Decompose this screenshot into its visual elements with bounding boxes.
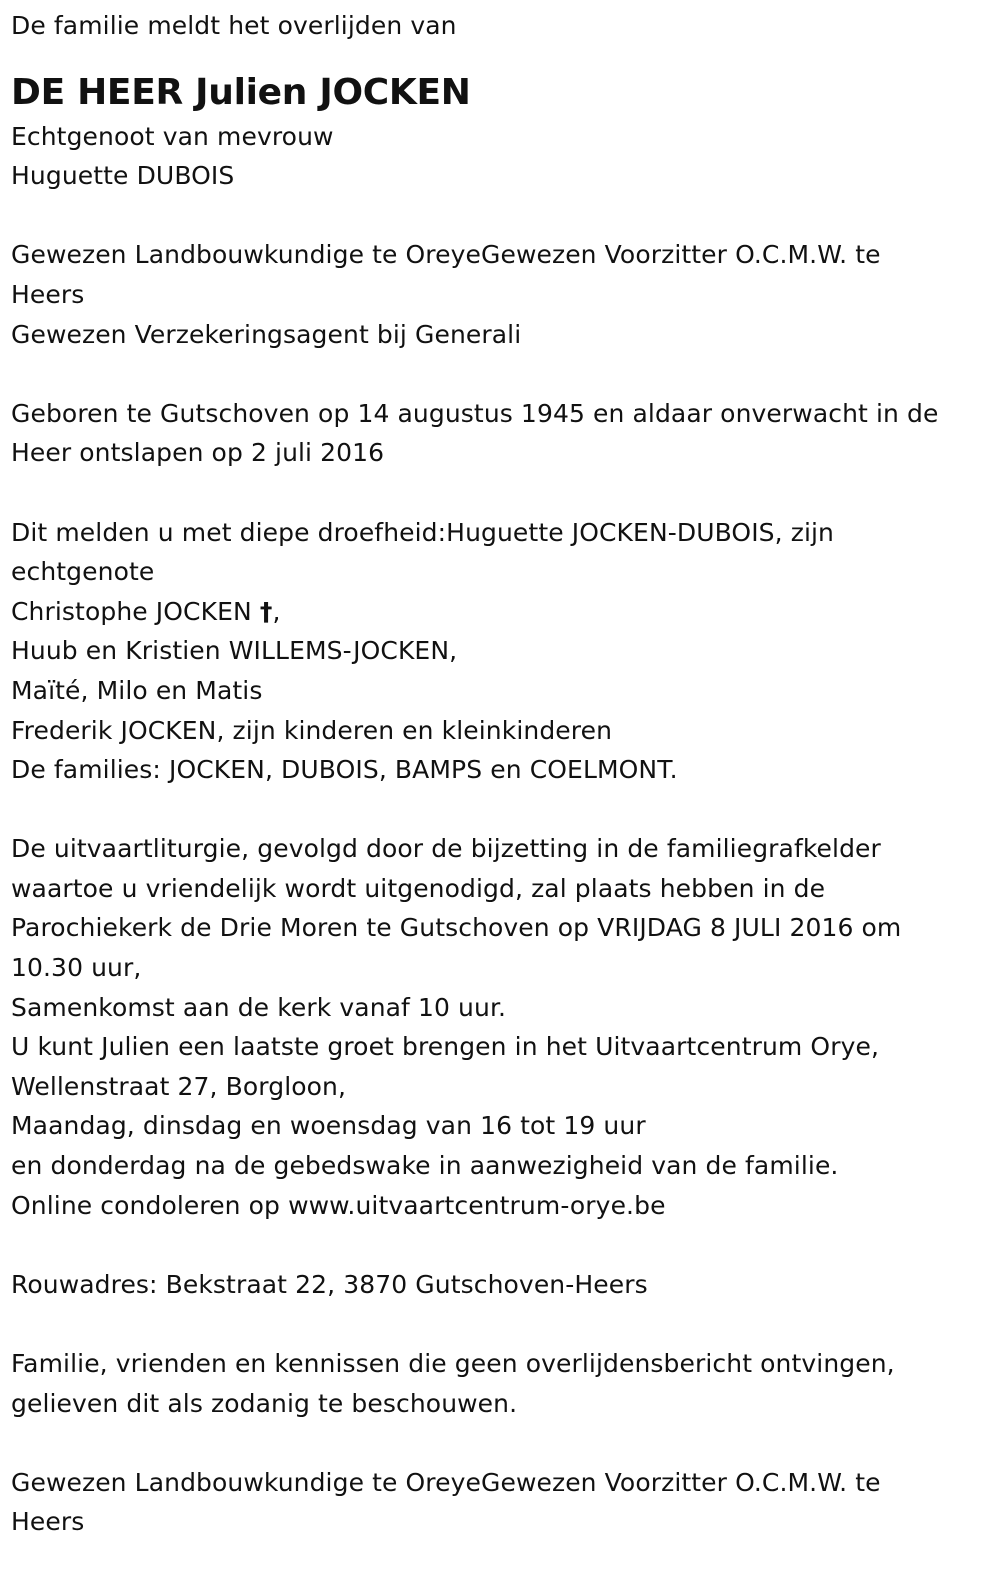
- spacer: [11, 790, 986, 830]
- notice-line: gelieven dit als zodanig te beschouwen.: [11, 1388, 518, 1418]
- birth-block: [11, 394, 986, 473]
- spacer: [11, 1225, 986, 1265]
- mourners-line: De families: JOCKEN, DUBOIS, BAMPS en COELMONT.: [11, 755, 678, 785]
- mourners-line-christophe: [11, 592, 986, 632]
- mourning-address: Rouwadres: Bekstraat 22, 3870 Gutschoven-Heers: [11, 1269, 648, 1299]
- occupation-line: Gewezen Verzekeringsagent bij Generali: [11, 319, 522, 349]
- funeral-line: Parochiekerk de Drie Moren te Gutschoven op VRIJDAG 8 JULI 2016 om: [11, 913, 902, 943]
- spouse-block: [11, 117, 986, 196]
- christophe-name: Christophe JOCKEN: [11, 596, 252, 626]
- funeral-line: waartoe u vriendelijk wordt uitgenodigd, zal plaats hebben in de: [11, 873, 826, 903]
- occupation-line: Heers: [11, 279, 85, 309]
- funeral-block: [11, 829, 986, 1225]
- mourners-line: Dit melden u met diepe droefheid:Huguette JOCKEN-DUBOIS, zijn: [11, 517, 834, 547]
- death-notice: [11, 6, 986, 1542]
- spouse-line: Echtgenoot van mevrouw: [11, 121, 334, 151]
- funeral-line: 10.30 uur,: [11, 953, 142, 983]
- funeral-line: Maandag, dinsdag en woensdag van 16 tot 19 uur: [11, 1111, 646, 1141]
- funeral-condolence-line: Online condoleren op www.uitvaartcentrum-orye.be: [11, 1190, 666, 1220]
- spacer: [11, 354, 986, 394]
- spacer: [11, 1423, 986, 1463]
- notice-block: [11, 1344, 986, 1423]
- funeral-line: Wellenstraat 27, Borgloon,: [11, 1071, 347, 1101]
- mourners-line: Huub en Kristien WILLEMS-JOCKEN,: [11, 636, 458, 666]
- funeral-line: De uitvaartliturgie, gevolgd door de bijzetting in de familiegrafkelder: [11, 834, 881, 864]
- mourners-block: [11, 513, 986, 790]
- spacer: [11, 473, 986, 513]
- funeral-line: Samenkomst aan de kerk vanaf 10 uur.: [11, 992, 507, 1022]
- deceased-name: DE HEER Julien JOCKEN: [11, 71, 471, 113]
- funeral-line: en donderdag na de gebedswake in aanwezigheid van de familie.: [11, 1151, 839, 1181]
- occupation-line: Heers: [11, 1507, 85, 1537]
- mourners-line: echtgenote: [11, 557, 155, 587]
- funeral-line: U kunt Julien een laatste groet brengen in het Uitvaartcentrum Orye,: [11, 1032, 880, 1062]
- birth-line: Geboren te Gutschoven op 14 augustus 1945 en aldaar onverwacht in de: [11, 398, 939, 428]
- mourners-line: Maïté, Milo en Matis: [11, 675, 263, 705]
- spacer: [11, 196, 986, 236]
- birth-line: Heer ontslapen op 2 juli 2016: [11, 438, 385, 468]
- christophe-suffix: ,: [272, 596, 281, 626]
- occupations-block: [11, 235, 986, 354]
- occupation-line: Gewezen Landbouwkundige te OreyeGewezen Voorzitter O.C.M.W. te: [11, 1467, 881, 1497]
- notice-line: Familie, vrienden en kennissen die geen overlijdensbericht ontvingen,: [11, 1349, 895, 1378]
- spacer: [11, 1304, 986, 1344]
- intro-line: De familie meldt het overlijden van: [11, 11, 457, 40]
- occupation-line: Gewezen Landbouwkundige te OreyeGewezen Voorzitter O.C.M.W. te: [11, 240, 881, 270]
- occupations-repeat-block: [11, 1463, 986, 1542]
- cross-icon: †: [259, 596, 273, 626]
- spouse-name: Huguette DUBOIS: [11, 161, 235, 191]
- mourners-line: Frederik JOCKEN, zijn kinderen en kleinkinderen: [11, 715, 613, 745]
